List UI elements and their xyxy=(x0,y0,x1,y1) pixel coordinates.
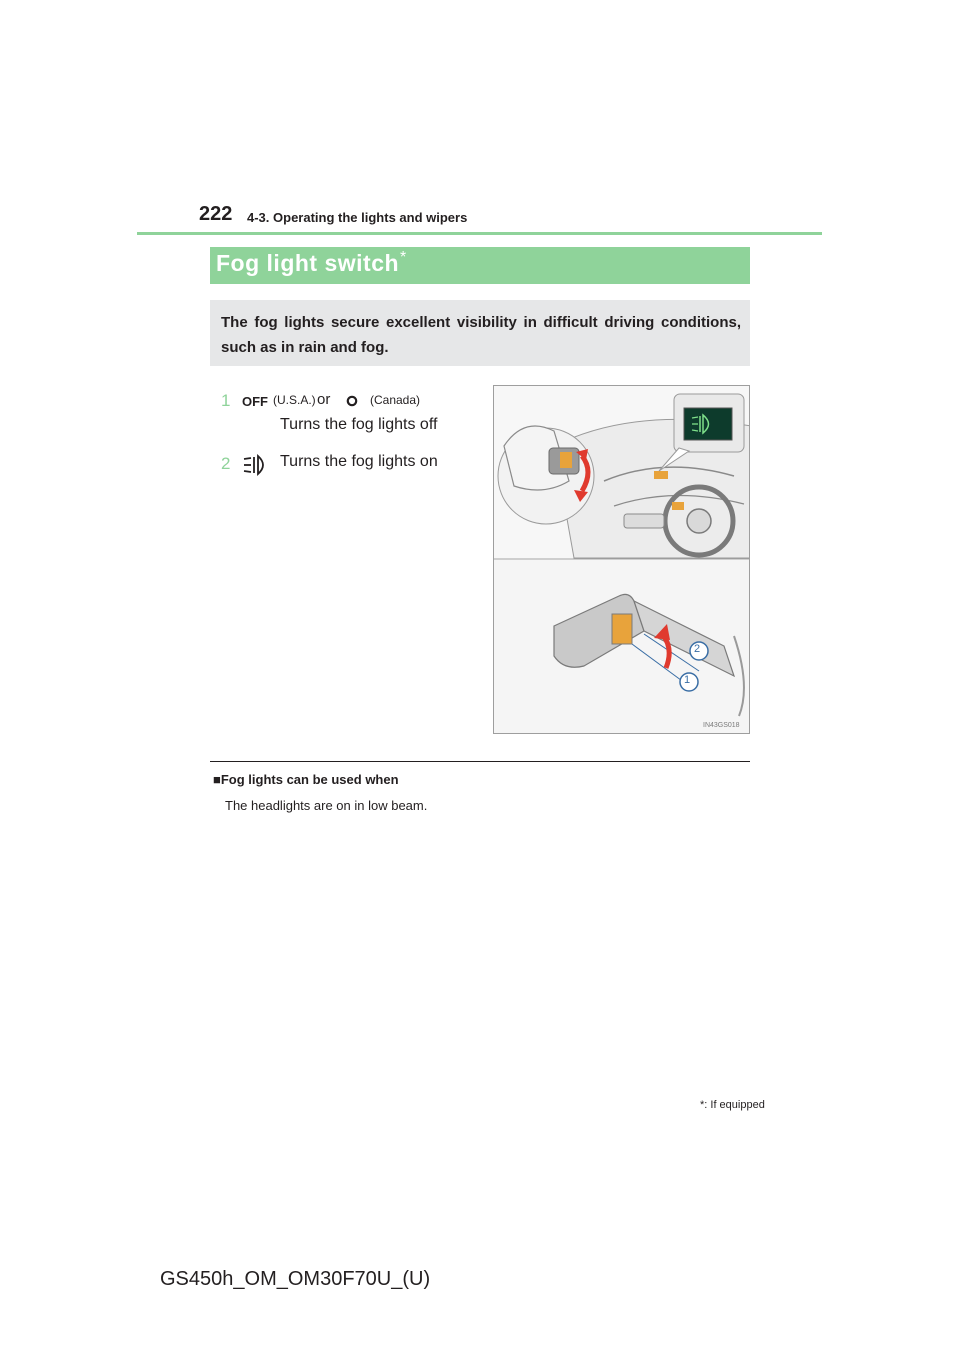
callout-2: 2 xyxy=(694,643,701,655)
illustration-code: IN43GS018 xyxy=(703,722,740,729)
item-number-2: 2 xyxy=(221,454,231,473)
usa-label: (U.S.A.) xyxy=(273,393,316,407)
item-number-1: 1 xyxy=(221,391,231,410)
note-heading xyxy=(213,772,399,787)
front-fog-light-icon xyxy=(242,453,270,477)
canada-label: (Canada) xyxy=(370,393,421,407)
document-footer: GS450h_OM_OM30F70U_(U) xyxy=(160,1268,431,1290)
off-label: OFF xyxy=(242,394,268,409)
note-body: The headlights are on in low beam. xyxy=(225,798,428,813)
header-rule xyxy=(137,232,822,235)
note-heading-text: Fog lights can be used when xyxy=(220,772,399,787)
page-number: 222 xyxy=(199,203,233,225)
footnote-text: : If equipped xyxy=(704,1099,765,1111)
illustration-drawing xyxy=(494,386,750,734)
off-ring-icon xyxy=(345,394,359,408)
fog-switch-illustration xyxy=(493,385,750,734)
section-title: 4-3. Operating the lights and wipers xyxy=(247,210,468,225)
item-2-description: Turns the fog lights on xyxy=(280,453,438,470)
footnote xyxy=(700,1099,765,1111)
page-title: Fog light switch xyxy=(216,250,400,276)
note-bullet: ■ xyxy=(213,772,221,787)
title-footnote-mark: * xyxy=(400,249,407,266)
or-word: or xyxy=(317,391,331,408)
callout-1: 1 xyxy=(684,674,691,686)
item-1-description: Turns the fog lights off xyxy=(280,416,438,433)
intro-text: The fog lights secure excellent visibility in difficult driving conditions, such as in rain and fog. xyxy=(221,314,741,356)
footnote-mark: * xyxy=(700,1099,705,1111)
note-rule xyxy=(210,761,750,762)
